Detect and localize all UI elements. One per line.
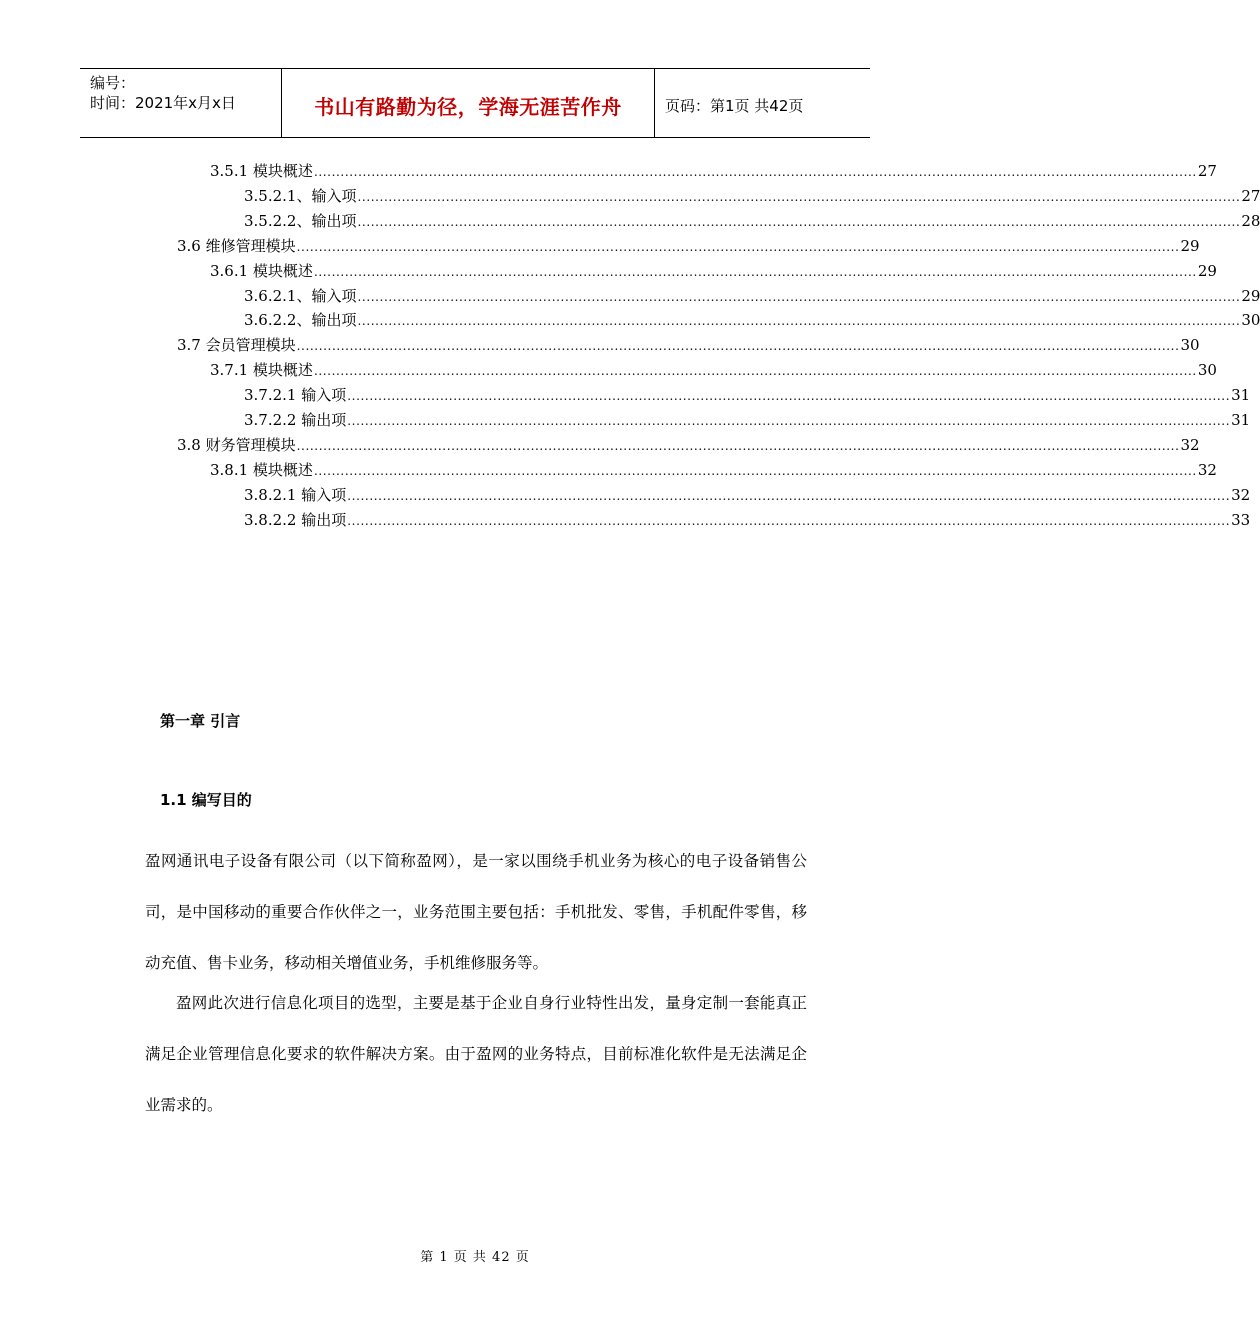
toc-entry-page: 32 [1180, 435, 1200, 454]
toc-entry-label: 3.7 会员管理模块 [177, 336, 296, 355]
chapter-title: 第一章 引言 [160, 712, 241, 730]
toc-leader-dots: ........................................................................................................................................................................................................ [313, 264, 1197, 279]
toc-entry-page: 31 [1231, 386, 1251, 405]
toc-entry[interactable] [210, 459, 1217, 481]
toc-entry-page: 32 [1197, 460, 1217, 479]
toc-entry-page: 27 [1241, 186, 1260, 205]
toc-leader-dots: ........................................................................................................................................................................................................ [357, 289, 1241, 304]
document-code-label: 编号： [90, 74, 136, 92]
toc-leader-dots: ........................................................................................................................................................................................................ [296, 438, 1180, 453]
toc-entry-label: 3.5.1 模块概述 [210, 162, 313, 180]
toc-entry[interactable] [244, 509, 1251, 531]
toc-leader-dots: ........................................................................................................................................................................................................ [313, 165, 1197, 179]
toc-entry-page: 27 [1197, 162, 1217, 180]
toc-leader-dots: ........................................................................................................................................................................................................ [357, 314, 1241, 329]
toc-leader-dots: ........................................................................................................................................................................................................ [313, 463, 1197, 478]
toc-entry[interactable] [244, 384, 1251, 406]
toc-leader-dots: ........................................................................................................................................................................................................ [296, 339, 1180, 354]
toc-entry-label: 3.8.2.2 输出项 [244, 510, 347, 529]
document-time-label: 时间：2021年x月x日 [90, 94, 236, 112]
toc-entry-page: 33 [1231, 510, 1251, 529]
toc-entry-page: 30 [1197, 361, 1217, 380]
toc-leader-dots: ........................................................................................................................................................................................................ [296, 239, 1180, 254]
toc-entry-label: 3.8.1 模块概述 [210, 460, 313, 479]
toc-entry-label: 3.8.2.1 输入项 [244, 485, 347, 504]
toc-entry-label: 3.7.1 模块概述 [210, 361, 313, 380]
toc-leader-dots: ........................................................................................................................................................................................................ [313, 364, 1197, 379]
page-header [80, 68, 870, 138]
toc-entry[interactable] [177, 334, 1200, 356]
section-title: 1.1 编写目的 [160, 791, 252, 809]
toc-entry-page: 29 [1197, 261, 1217, 280]
toc-entry[interactable] [210, 359, 1217, 381]
toc-entry-page: 30 [1180, 336, 1200, 355]
toc-entry[interactable] [177, 434, 1200, 456]
toc-entry-label: 3.6 维修管理模块 [177, 236, 296, 255]
toc-entry-page: 29 [1241, 286, 1260, 305]
header-motto-cell [282, 69, 655, 137]
toc-entry-page: 31 [1231, 411, 1251, 429]
toc-leader-dots: ........................................................................................................................................................................................................ [357, 189, 1241, 204]
header-page-info: 页码：第1页 共42页 [665, 96, 804, 115]
toc-leader-dots: ........................................................................................................................................................................................................ [347, 389, 1231, 404]
toc-entry[interactable] [210, 160, 1217, 182]
toc-entry[interactable] [244, 484, 1251, 506]
toc-entry-label: 3.7.2.2 输出项 [244, 411, 347, 429]
toc-entry-label: 3.6.2.1、输入项 [244, 286, 357, 305]
toc-leader-dots: ........................................................................................................................................................................................................ [347, 513, 1231, 528]
toc-entry-label: 3.6.2.2、输出项 [244, 311, 357, 330]
toc-entry[interactable] [244, 285, 1260, 307]
toc-entry[interactable] [244, 185, 1260, 207]
header-motto: 书山有路勤为径，学海无涯苦作舟 [314, 94, 622, 119]
toc-entry-label: 3.8 财务管理模块 [177, 435, 296, 454]
toc-entry-label: 3.5.2.1、输入项 [244, 186, 357, 205]
toc-entry-page: 30 [1241, 311, 1260, 330]
toc-entry[interactable] [244, 309, 1260, 331]
toc-entry[interactable] [244, 409, 1251, 431]
toc-leader-dots: ........................................................................................................................................................................................................ [347, 414, 1231, 428]
toc-entry-page: 29 [1180, 236, 1200, 255]
toc-leader-dots: ........................................................................................................................................................................................................ [357, 214, 1241, 229]
toc-entry-page: 28 [1241, 211, 1260, 230]
toc-entry[interactable] [210, 260, 1217, 282]
header-meta [80, 69, 282, 137]
toc-entry-page: 32 [1231, 485, 1251, 504]
body-paragraph: 盈网通讯电子设备有限公司（以下简称盈网），是一家以围绕手机业务为核心的电子设备销售公司，是中国移动的重要合作伙伴之一，业务范围主要包括：手机批发、零售，手机配件零售，移动充值、售卡业务，移动相关增值业务，手机维修服务等。 [145, 852, 807, 972]
page-footer: 第 1 页 共 42 页 [420, 1250, 530, 1265]
toc-leader-dots: ........................................................................................................................................................................................................ [347, 488, 1231, 503]
toc-entry-label: 3.6.1 模块概述 [210, 261, 313, 280]
toc-entry[interactable] [177, 235, 1200, 257]
toc-entry-label: 3.7.2.1 输入项 [244, 386, 347, 405]
body-paragraph: 盈网此次进行信息化项目的选型，主要是基于企业自身行业特性出发，量身定制一套能真正满足企业管理信息化要求的软件解决方案。由于盈网的业务特点，目前标准化软件是无法满足企业需求的。 [145, 994, 807, 1114]
toc-entry[interactable] [244, 210, 1260, 232]
toc-entry-label: 3.5.2.2、输出项 [244, 211, 357, 230]
